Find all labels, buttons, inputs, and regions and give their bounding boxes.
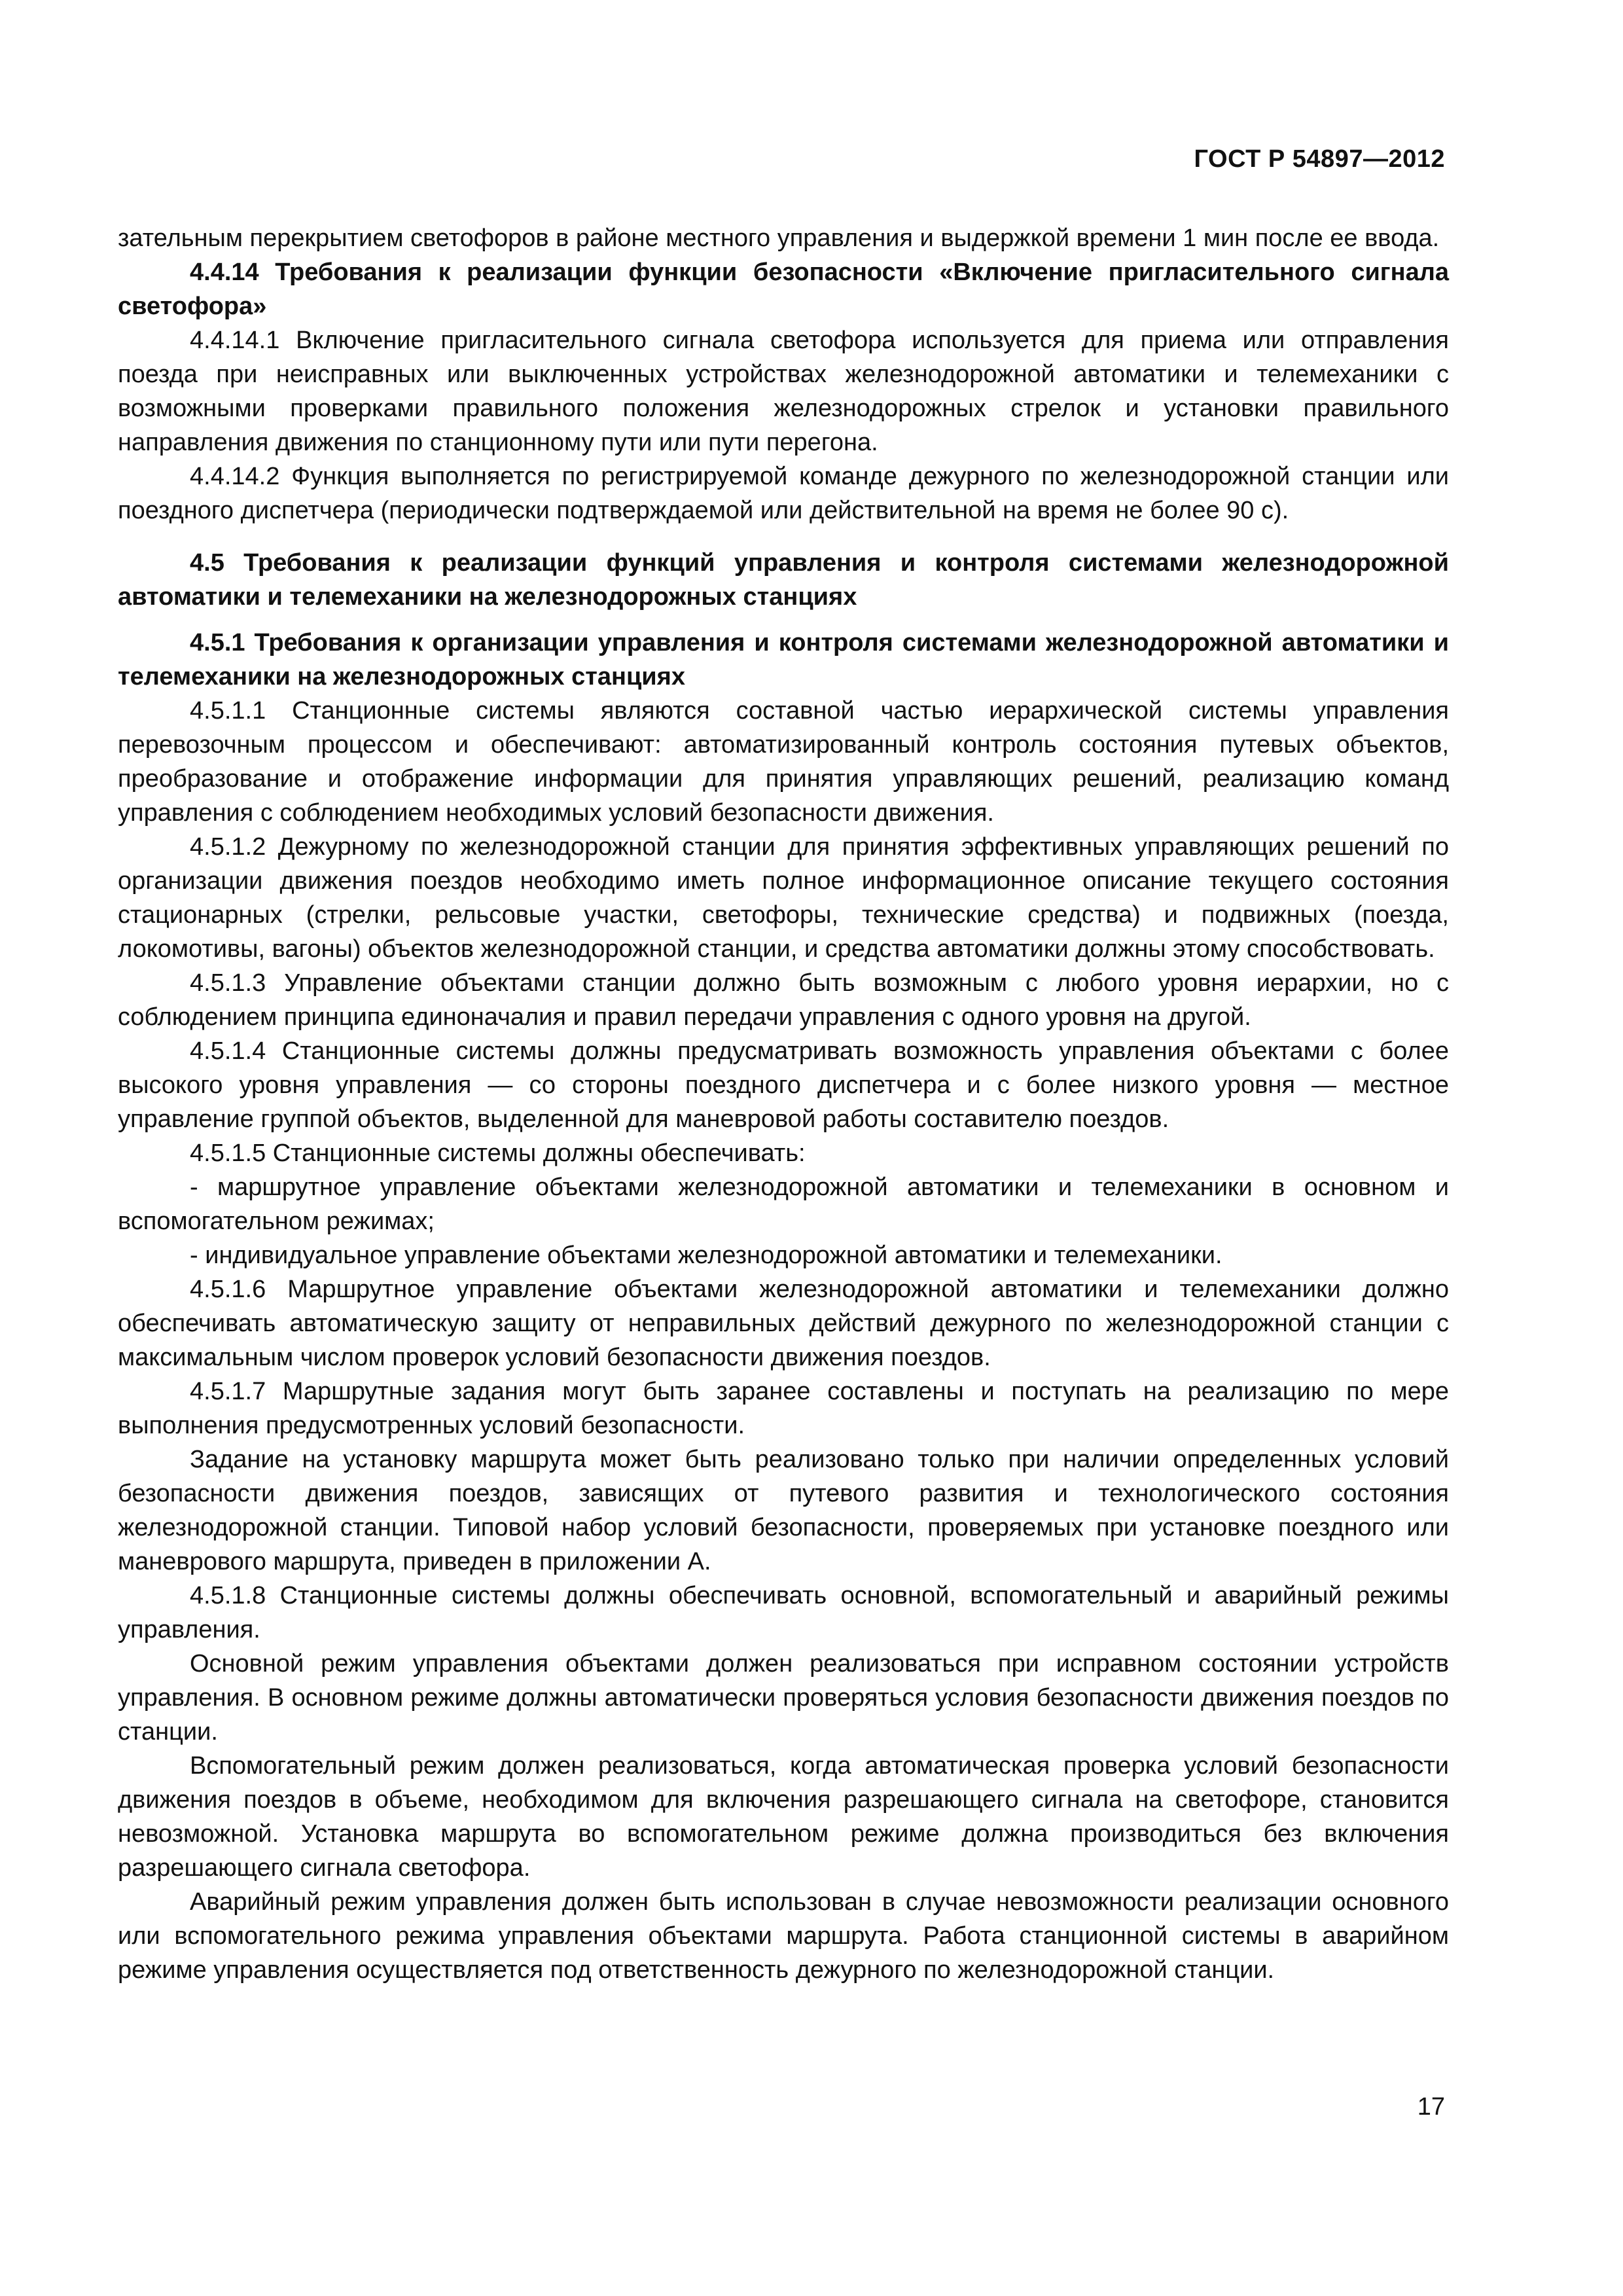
paragraph-4-5-1-3: 4.5.1.3 Управление объектами станции должно быть возможным с любого уровня иерархии, но с соблюдением принципа единоначалия и правил передачи управления с одного уровня на другой. bbox=[118, 969, 1449, 1031]
paragraph-4-5-1-6: 4.5.1.6 Маршрутное управление объектами железнодорожной автоматики и телемеханики должно обеспечивать автоматическую защиту от неправильных действий дежурного по железнодорожной станции с максимальным числом проверок условий безопасности движения поездов. bbox=[118, 1276, 1449, 1371]
paragraph-4-4-14-1: 4.4.14.1 Включение пригласительного сигнала светофора используется для приема или отправления поезда при неисправных или выключенных устройствах железнодорожной автоматики и телемеханики с возможными проверками правильного положения железнодорожных стрелок и установки правильного направления движения по станционному пути или пути перегона. bbox=[118, 327, 1449, 456]
subsection-heading-4-5-1: 4.5.1 Требования к организации управления и контроля системами железнодорожной автоматики и телемеханики на железнодорожных станциях bbox=[118, 629, 1449, 691]
subsection-heading-4-4-14: 4.4.14 Требования к реализации функции безопасности «Включение пригласительного сигнала светофора» bbox=[118, 259, 1449, 320]
document-body bbox=[118, 221, 1449, 1987]
paragraph-emergency-mode: Аварийный режим управления должен быть использован в случае невозможности реализации основного или вспомогательного режима управления объектами маршрута. Работа станционной системы в аварийном режиме управления осуществляется под ответственность дежурного по железнодорожной станции. bbox=[118, 1888, 1449, 1984]
paragraph-4-5-1-8: 4.5.1.8 Станционные системы должны обеспечивать основной, вспомогательный и аварийный режимы управления. bbox=[118, 1582, 1449, 1643]
section-heading-4-5: 4.5 Требования к реализации функций управления и контроля системами железнодорожной автоматики и телемеханики на железнодорожных станциях bbox=[118, 549, 1449, 611]
list-item: - индивидуальное управление объектами железнодорожной автоматики и телемеханики. bbox=[190, 1242, 1222, 1269]
paragraph-continuation: зательным перекрытием светофоров в районе местного управления и выдержкой времени 1 мин после ее ввода. bbox=[118, 224, 1440, 252]
paragraph-4-5-1-4: 4.5.1.4 Станционные системы должны предусматривать возможность управления объектами с более высокого уровня управления — со стороны поездного диспетчера и с более низкого уровня — местное управление группой объектов, выделенной для маневровой работы составителю поездов. bbox=[118, 1037, 1449, 1133]
paragraph-4-5-1-7: 4.5.1.7 Маршрутные задания могут быть заранее составлены и поступать на реализацию по мере выполнения предусмотренных условий безопасности. bbox=[118, 1378, 1449, 1439]
paragraph-4-5-1-1: 4.5.1.1 Станционные системы являются составной частью иерархической системы управления перевозочным процессом и обеспечивают: автоматизированный контроль состояния путевых объектов, преобразование и отображение информации для принятия управляющих решений, реализацию команд управления с соблюдением необходимых условий безопасности движения. bbox=[118, 697, 1449, 827]
paragraph-auxiliary-mode: Вспомогательный режим должен реализоваться, когда автоматическая проверка условий безопасности движения поездов в объеме, необходимом для включения разрешающего сигнала на светофоре, становится невозможной. Установка маршрута во вспомогательном режиме должна производиться без включения разрешающего сигнала светофора. bbox=[118, 1752, 1449, 1882]
page-number: 17 bbox=[1417, 2093, 1445, 2121]
paragraph-route-task: Задание на установку маршрута может быть реализовано только при наличии определенных условий безопасности движения поездов, зависящих от путевого развития и технологического состояния железнодорожной станции. Типовой набор условий безопасности, проверяемых при установке поездного или маневрового маршрута, приведен в приложении А. bbox=[118, 1446, 1449, 1575]
document-id-header: ГОСТ Р 54897—2012 bbox=[1194, 145, 1445, 173]
paragraph-main-mode: Основной режим управления объектами должен реализоваться при исправном состоянии устройств управления. В основном режиме должны автоматически проверяться условия безопасности движения поездов по станции. bbox=[118, 1650, 1449, 1746]
paragraph-4-5-1-5: 4.5.1.5 Станционные системы должны обеспечивать: bbox=[190, 1139, 806, 1167]
list-item: - маршрутное управление объектами железнодорожной автоматики и телемеханики в основном и вспомогательном режимах; bbox=[118, 1174, 1449, 1235]
paragraph-4-5-1-2: 4.5.1.2 Дежурному по железнодорожной станции для принятия эффективных управляющих решений по организации движения поездов необходимо иметь полное информационное описание текущего состояния стационарных (стрелки, рельсовые участки, светофоры, технические средства) и подвижных (поезда, локомотивы, вагоны) объектов железнодорожной станции, и средства автоматики должны этому способствовать. bbox=[118, 833, 1449, 963]
paragraph-4-4-14-2: 4.4.14.2 Функция выполняется по регистрируемой команде дежурного по железнодорожной станции или поездного диспетчера (периодически подтверждаемой или действительной на время не более 90 с). bbox=[118, 463, 1449, 524]
